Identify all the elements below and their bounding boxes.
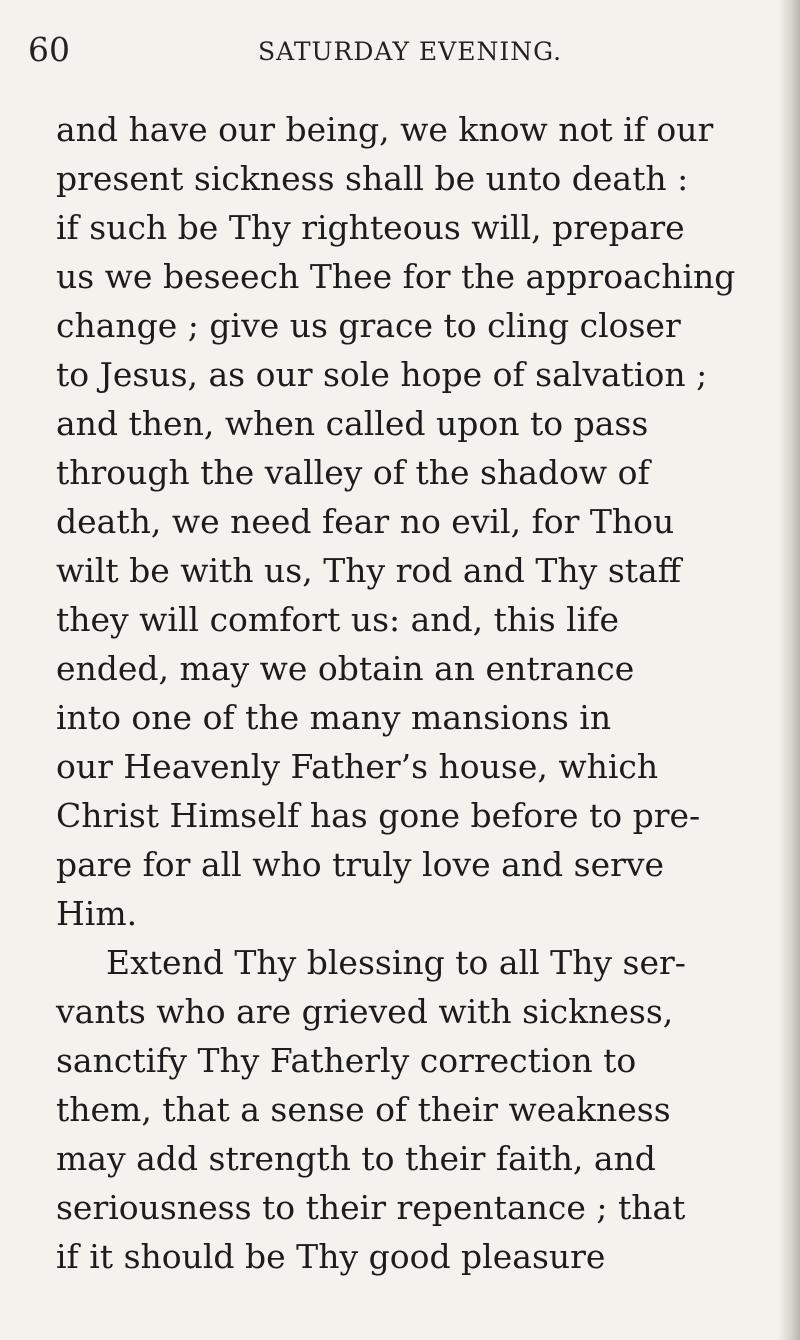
text-line: wilt be with us, Thy rod and Thy staff — [56, 551, 682, 590]
text-line: seriousness to their repentance ; that — [56, 1188, 686, 1227]
text-line: Christ Himself has gone before to pre- — [56, 796, 701, 835]
text-line: pare for all who truly love and serve — [56, 845, 665, 884]
text-line: ended, may we obtain an entrance — [56, 649, 635, 688]
text-line: death, we need fear no evil, for Thou — [56, 502, 675, 541]
text-line: vants who are grieved with sickness, — [56, 992, 674, 1031]
running-title: SATURDAY EVENING. — [258, 37, 563, 66]
text-line: they will comfort us: and, this life — [56, 600, 619, 639]
text-line: may add strength to their faith, and — [56, 1139, 656, 1178]
text-line: them, that a sense of their weakness — [56, 1090, 671, 1129]
text-line: Extend Thy blessing to all Thy ser- — [106, 943, 686, 982]
text-line: change ; give us grace to cling closer — [56, 306, 681, 345]
text-line: to Jesus, as our sole hope of salvation ; — [56, 355, 708, 394]
text-line: present sickness shall be unto death : — [56, 159, 689, 198]
text-line: Him. — [56, 894, 138, 933]
text-line: and then, when called upon to pass — [56, 404, 649, 443]
page-number: 60 — [28, 30, 70, 69]
text-line: sanctify Thy Fatherly correction to — [56, 1041, 637, 1080]
text-line: into one of the many mansions in — [56, 698, 612, 737]
text-line: if such be Thy righteous will, prepare — [56, 208, 685, 247]
text-line: our Heavenly Father’s house, which — [56, 747, 659, 786]
text-line: if it should be Thy good pleasure — [56, 1237, 606, 1276]
text-line: us we beseech Thee for the approaching — [56, 257, 736, 296]
text-line: and have our being, we know not if our — [56, 110, 714, 149]
page-edge-shadow — [778, 0, 800, 1340]
text-line: through the valley of the shadow of — [56, 453, 650, 492]
